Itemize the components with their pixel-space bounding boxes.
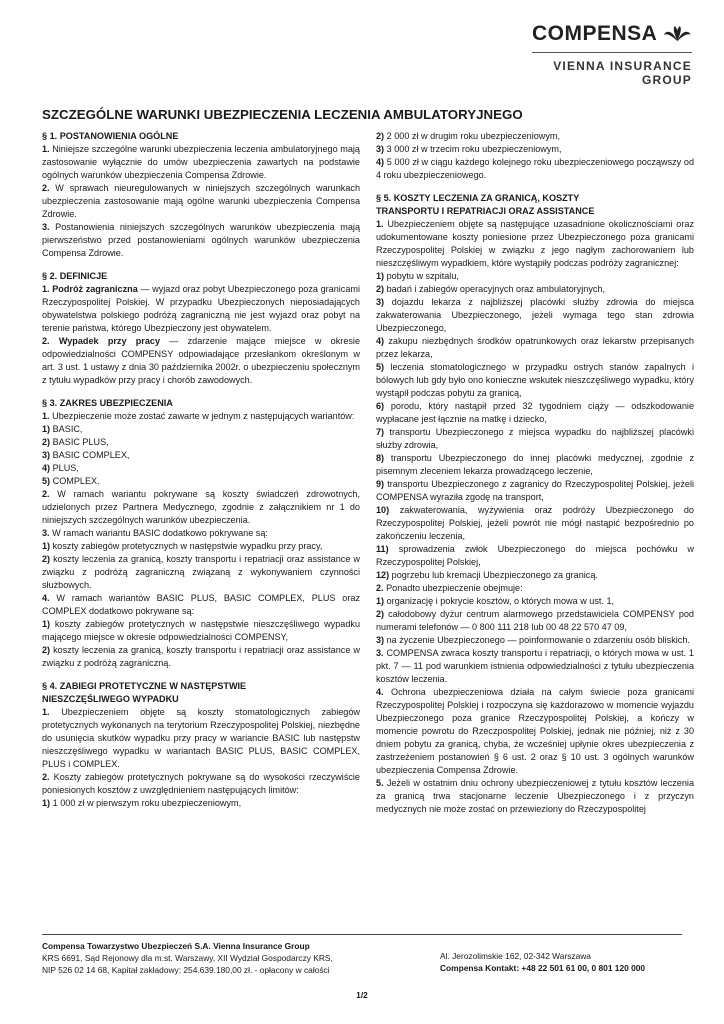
paragraph: 1. Ubezpieczeniem objęte są następujące uzasadnione okolicznościami oraz udokumentowane koszty poniesione przez Ubezpieczonego poza granicami Rzeczypospolitej Polskiej w związku z jego nagłym zachorowaniem lub nieszczęśliwym wypadkiem, które wystąpiły podczas podróży zagranicznej: bbox=[376, 219, 694, 268]
paragraph: 4. Ochrona ubezpieczeniowa działa na całym świecie poza granicami Rzeczypospolitej Polskiej i rozpoczyna się każdorazowo w momencie wyjazdu Ubezpieczonego poza granice Rzeczypospolitej Polskiej, a kończy w momencie powrotu do Rzeczpospolitej Polskiej, jednak nie później, niż z 30 dniem pobytu za granicą, chyba, że wcześniej upłynie okres ubezpieczenia z zastrzeżeniem postanowień § 6 ust. 2 oraz § 10 ust. 3 ogólnych warunków ubezpieczenia Compensa Zdrowie. bbox=[376, 687, 694, 775]
paragraph: 1. Ubezpieczenie może zostać zawarte w jednym z następujących wariantów: bbox=[42, 411, 355, 421]
list-item: 1) koszty zabiegów protetycznych w następstwie wypadku przy pracy, bbox=[42, 541, 323, 551]
logo-brand-text: COMPENSA bbox=[532, 22, 658, 45]
footer-contact-info bbox=[440, 950, 700, 974]
paragraph: 1. Ubezpieczeniem objęte są koszty stomatologicznych zabiegów protetycznych wykonanych na terytorium Rzeczypospolitej Polskiej, niezbędne do usunięcia skutków wypadku przy pracy w wariancie BASIC lub następstw nieszczęśliwego wypadku w wariantach BASIC PLUS, BASIC COMPLEX, PLUS i COMPLEX. bbox=[42, 707, 360, 769]
list-item: 10) zakwaterowania, wyżywienia oraz podróży Ubezpieczonego do Rzeczypospolitej Polskiej, jeżeli powrót nie mógł nastąpić bezpośrednio po zakończeniu leczenia, bbox=[376, 505, 694, 541]
fan-logo-icon bbox=[663, 23, 692, 45]
list-item: 9) transportu Ubezpieczonego z zagranicy do Rzeczypospolitej Polskiej, jeżeli COMPENSA wyraziła zgodę na transport, bbox=[376, 479, 694, 502]
footer-company-name: Compensa Towarzystwo Ubezpieczeń S.A. Vienna Insurance Group bbox=[42, 941, 310, 951]
list-item: 8) transportu Ubezpieczonego do innej placówki medycznej, zgodnie z pisemnym zleceniem lekarza prowadzącego leczenie, bbox=[376, 453, 694, 476]
list-item: 4) 5 000 zł w ciągu każdego kolejnego roku ubezpieczeniowego począwszy od 4 roku ubezpieczeniowego. bbox=[376, 157, 694, 180]
right-column bbox=[376, 130, 694, 816]
footer-address: Al. Jerozolimskie 162, 02-342 Warszawa bbox=[440, 951, 591, 961]
list-item: 3) 3 000 zł w trzecim roku ubezpieczeniowym, bbox=[376, 144, 562, 154]
footer-company-info bbox=[42, 940, 402, 977]
list-item: 5) COMPLEX. bbox=[42, 476, 100, 486]
footer-contact: Compensa Kontakt: +48 22 501 61 00, 0 801 120 000 bbox=[440, 963, 646, 974]
list-item: 2) badań i zabiegów operacyjnych oraz ambulatoryjnych, bbox=[376, 284, 605, 294]
paragraph: 2. W ramach wariantu pokrywane są koszty świadczeń zdrowotnych, udzielonych przez Partnera Medycznego, zgodnie z załącznikiem nr 1 do niniejszych szczególnych warunków ubezpieczenia. bbox=[42, 489, 360, 525]
paragraph: 5. Jeżeli w ostatnim dniu ochrony ubezpieczeniowej z tytułu kosztów leczenia za granicą trwa stacjonarne leczenie Ubezpieczonego i z przyczyn medycznych nie może zostać on przewieziony do Rzeczypospolitej bbox=[376, 778, 694, 814]
paragraph: 3. W ramach wariantu BASIC dodatkowo pokrywane są: bbox=[42, 528, 268, 538]
list-item: 5) leczenia stomatologicznego w przypadku ostrych stanów zapalnych i bólowych lub gdy było ono konieczne wskutek nieszczęśliwego wypadku, który wystąpił podczas pobytu za granicą, bbox=[376, 362, 694, 398]
list-item: 1) koszty zabiegów protetycznych w następstwie nieszczęśliwego wypadku mającego miejsce w okresie odpowiedzialności COMPENSY, bbox=[42, 619, 360, 642]
footer-registry: KRS 6691, Sąd Rejonowy dla m.st. Warszawy, XII Wydział Gospodarczy KRS, bbox=[42, 953, 333, 964]
list-item: 2) koszty leczenia za granicą, koszty transportu i repatriacji oraz assistance w związku z podróżą zagraniczną. bbox=[42, 645, 360, 668]
paragraph: 2. W sprawach nieuregulowanych w niniejszych szczególnych warunkach ubezpieczenia zastosowanie mają ogólne warunki ubezpieczenia Compensa Zdrowie. bbox=[42, 183, 360, 219]
list-item: 2) BASIC PLUS, bbox=[42, 437, 109, 447]
section-5-heading: § 5. KOSZTY LECZENIA ZA GRANICĄ, KOSZTY TRANSPORTU I REPATRIACJI ORAZ ASSISTANCE bbox=[376, 193, 595, 216]
left-column bbox=[42, 130, 360, 810]
paragraph: 4. W ramach wariantów BASIC PLUS, BASIC COMPLEX, PLUS oraz COMPLEX dodatkowo pokrywane są: bbox=[42, 593, 360, 616]
footer-tax-capital: NIP 526 02 14 68, Kapitał zakładowy: 254.639.180,00 zł. - opłacony w całości bbox=[42, 965, 330, 976]
list-item: 3) dojazdu lekarza z najbliższej placówki służby zdrowia do miejsca zakwaterowania Ubezpieczonego, jeżeli wymaga tego stan zdrowia Ubezpieczonego, bbox=[376, 297, 694, 333]
paragraph: 2. Ponadto ubezpieczenie obejmuje: bbox=[376, 583, 523, 593]
logo-group-text: VIENNA INSURANCE GROUP bbox=[553, 59, 692, 87]
list-item: 4) PLUS, bbox=[42, 463, 79, 473]
list-item: 2) całodobowy dyżur centrum alarmowego przedstawiciela COMPENSY pod numerami telefonów — 0 800 111 218 lub 00 48 22 570 47 09, bbox=[376, 609, 694, 632]
list-item: 3) na życzenie Ubezpieczonego — poinformowanie o zdarzeniu osób bliskich. bbox=[376, 635, 690, 645]
list-item: 2) 2 000 zł w drugim roku ubezpieczeniowym, bbox=[376, 131, 560, 141]
list-item: 1) pobytu w szpitalu, bbox=[376, 271, 459, 281]
list-item: 1) organizację i pokrycie kosztów, o których mowa w ust. 1, bbox=[376, 596, 615, 606]
section-4-heading: § 4. ZABIEGI PROTETYCZNE W NASTĘPSTWIE NIESZCZĘŚLIWEGO WYPADKU bbox=[42, 681, 247, 704]
document-title: SZCZEGÓLNE WARUNKI UBEZPIECZENIA LECZENIA AMBULATORYJNEGO bbox=[42, 107, 523, 122]
page-number: 1/2 bbox=[356, 990, 368, 1000]
paragraph: 3. Postanowienia niniejszych szczególnych warunków ubezpieczenia mają pierwszeństwo przed postanowieniami ogólnych warunków ubezpieczenia Compensa Zdrowie. bbox=[42, 222, 360, 258]
list-item: 1) BASIC, bbox=[42, 424, 83, 434]
list-item: 11) sprowadzenia zwłok Ubezpieczonego do miejsca pochówku w Rzeczypospolitej Polskiej, bbox=[376, 544, 694, 567]
footer-divider bbox=[42, 934, 682, 935]
list-item: 4) zakupu niezbędnych środków opatrunkowych oraz lekarstw przepisanych przez lekarza, bbox=[376, 336, 694, 359]
section-1-heading: § 1. POSTANOWIENIA OGÓLNE bbox=[42, 131, 179, 141]
company-logo bbox=[532, 22, 692, 87]
paragraph: 2. Koszty zabiegów protetycznych pokrywane są do wysokości rzeczywiście poniesionych kosztów z uwzględnieniem następujących limitów: bbox=[42, 772, 360, 795]
paragraph: 3. COMPENSA zwraca koszty transportu i repatriacji, o których mowa w ust. 1 pkt. 7 — 11 pod warunkiem istnienia odpowiedzialności z tytułu ubezpieczenia kosztów leczenia. bbox=[376, 648, 694, 684]
definition: 2. Wypadek przy pracy — zdarzenie mające miejsce w okresie odpowiedzialności COMPENSY odpowiadające przesłankom określonym w art. 3 ust. 1 ustawy z dnia 30 października 2002r. o ubezpieczeniu społecznym z tytułu wypadków przy pracy i chorób zawodowych. bbox=[42, 336, 360, 385]
definition: 1. Podróż zagraniczna — wyjazd oraz pobyt Ubezpieczonego poza granicami Rzeczypospolitej Polskiej. W przypadku Ubezpieczonych nieposiadających obywatelstwa polskiego podróżą zagraniczną nie jest wyjazd oraz pobyt na terenie państwa, którego Ubezpieczony jest obywatelem. bbox=[42, 284, 360, 333]
list-item: 2) koszty leczenia za granicą, koszty transportu i repatriacji oraz assistance w związku z podróżą zagraniczną związaną z wykonywaniem czynności służbowych. bbox=[42, 554, 360, 590]
list-item: 1) 1 000 zł w pierwszym roku ubezpieczeniowym, bbox=[42, 798, 242, 808]
section-3-heading: § 3. ZAKRES UBEZPIECZENIA bbox=[42, 398, 173, 408]
list-item: 6) porodu, który nastąpił przed 32 tygodniem ciąży — odszkodowanie wypłacane jest łącznie na matkę i dziecko, bbox=[376, 401, 694, 424]
list-item: 12) pogrzebu lub kremacji Ubezpieczonego za granicą. bbox=[376, 570, 598, 580]
logo-divider bbox=[532, 52, 692, 53]
list-item: 7) transportu Ubezpieczonego z miejsca wypadku do najbliższej placówki służby zdrowia, bbox=[376, 427, 694, 450]
list-item: 3) BASIC COMPLEX, bbox=[42, 450, 130, 460]
paragraph: 1. Niniejsze szczególne warunki ubezpieczenia leczenia ambulatoryjnego mają zastosowanie wyłącznie do umów ubezpieczenia zawartych na podstawie ogólnych warunków ubezpieczenia Compensa Zdrowie. bbox=[42, 144, 360, 180]
section-2-heading: § 2. DEFINICJE bbox=[42, 271, 108, 281]
